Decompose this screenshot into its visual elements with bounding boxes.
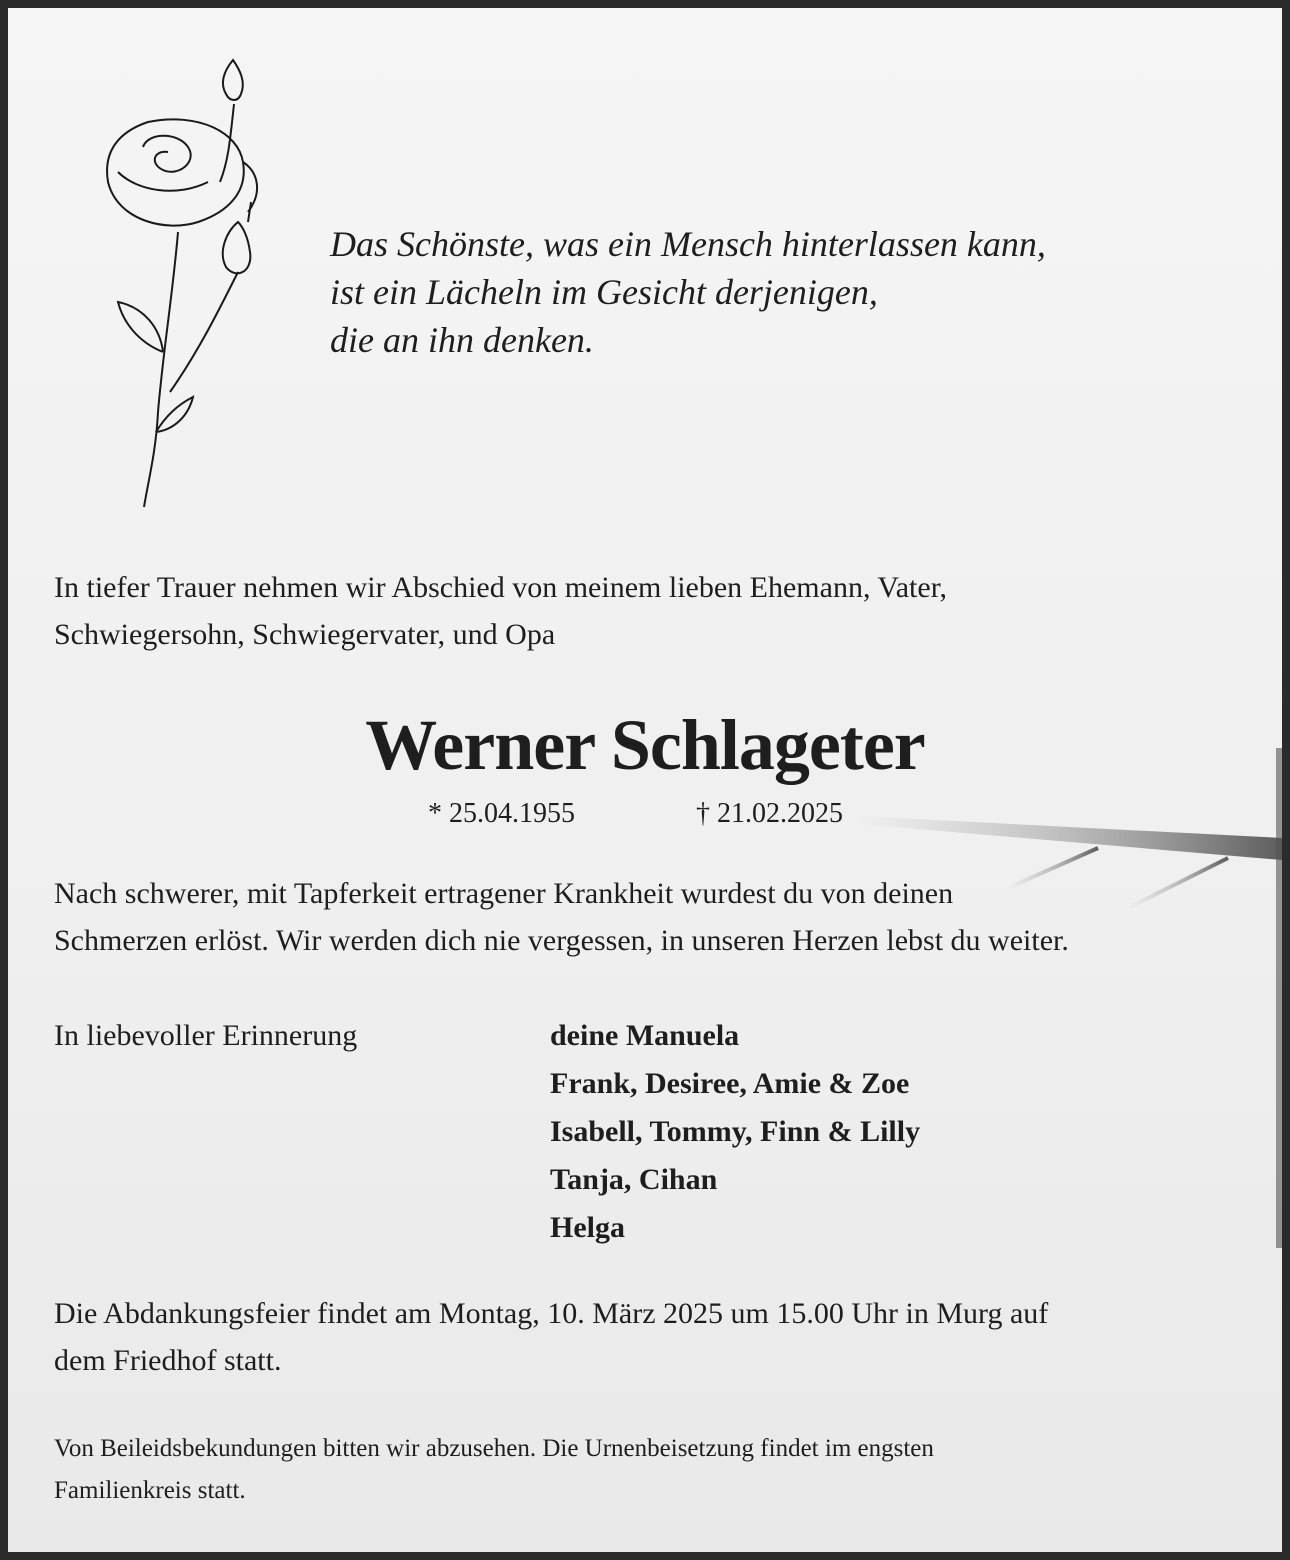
family-member: Helga [550,1211,625,1244]
message-line: Nach schwerer, mit Tapferkeit ertragener Krankheit wurdest du von deinen [54,877,954,910]
intro-text [54,564,947,658]
rose-icon [88,52,308,512]
intro-line: In tiefer Trauer nehmen wir Abschied von meinem lieben Ehemann, Vater, [54,571,947,604]
family-member: Isabell, Tommy, Finn & Lilly [550,1115,921,1148]
birth-date: * 25.04.1955 [428,798,575,829]
note-text [54,1428,934,1512]
quote-line: Das Schönste, was ein Mensch hinterlassen kann, [330,224,1046,264]
obituary-card [8,8,1282,1552]
death-date: † 21.02.2025 [696,798,843,829]
memorial-quote [330,220,1046,364]
intro-line: Schwiegersohn, Schwiegervater, und Opa [54,618,556,651]
ceremony-line: Die Abdankungsfeier findet am Montag, 10. März 2025 um 15.00 Uhr in Murg auf [54,1297,1049,1330]
family-member: deine Manuela [550,1019,740,1052]
quote-line: ist ein Lächeln im Gesicht derjenigen, [330,272,878,312]
note-line: Von Beileidsbekundungen bitten wir abzusehen. Die Urnenbeisetzung findet im engsten [54,1435,934,1462]
note-line: Familienkreis statt. [54,1477,246,1504]
remembrance-label: In liebevoller Erinnerung [54,1019,358,1052]
deceased-name: Werner Schlageter [365,705,925,785]
family-list [550,1012,920,1252]
message-line: Schmerzen erlöst. Wir werden dich nie vergessen, in unseren Herzen lebst du weiter. [54,924,1069,957]
quote-line: die an ihn denken. [330,320,594,360]
family-member: Frank, Desiree, Amie & Zoe [550,1067,910,1100]
ceremony-line: dem Friedhof statt. [54,1344,282,1377]
ceremony-text [54,1290,1048,1384]
family-member: Tanja, Cihan [550,1163,718,1196]
message-text [54,870,1069,964]
